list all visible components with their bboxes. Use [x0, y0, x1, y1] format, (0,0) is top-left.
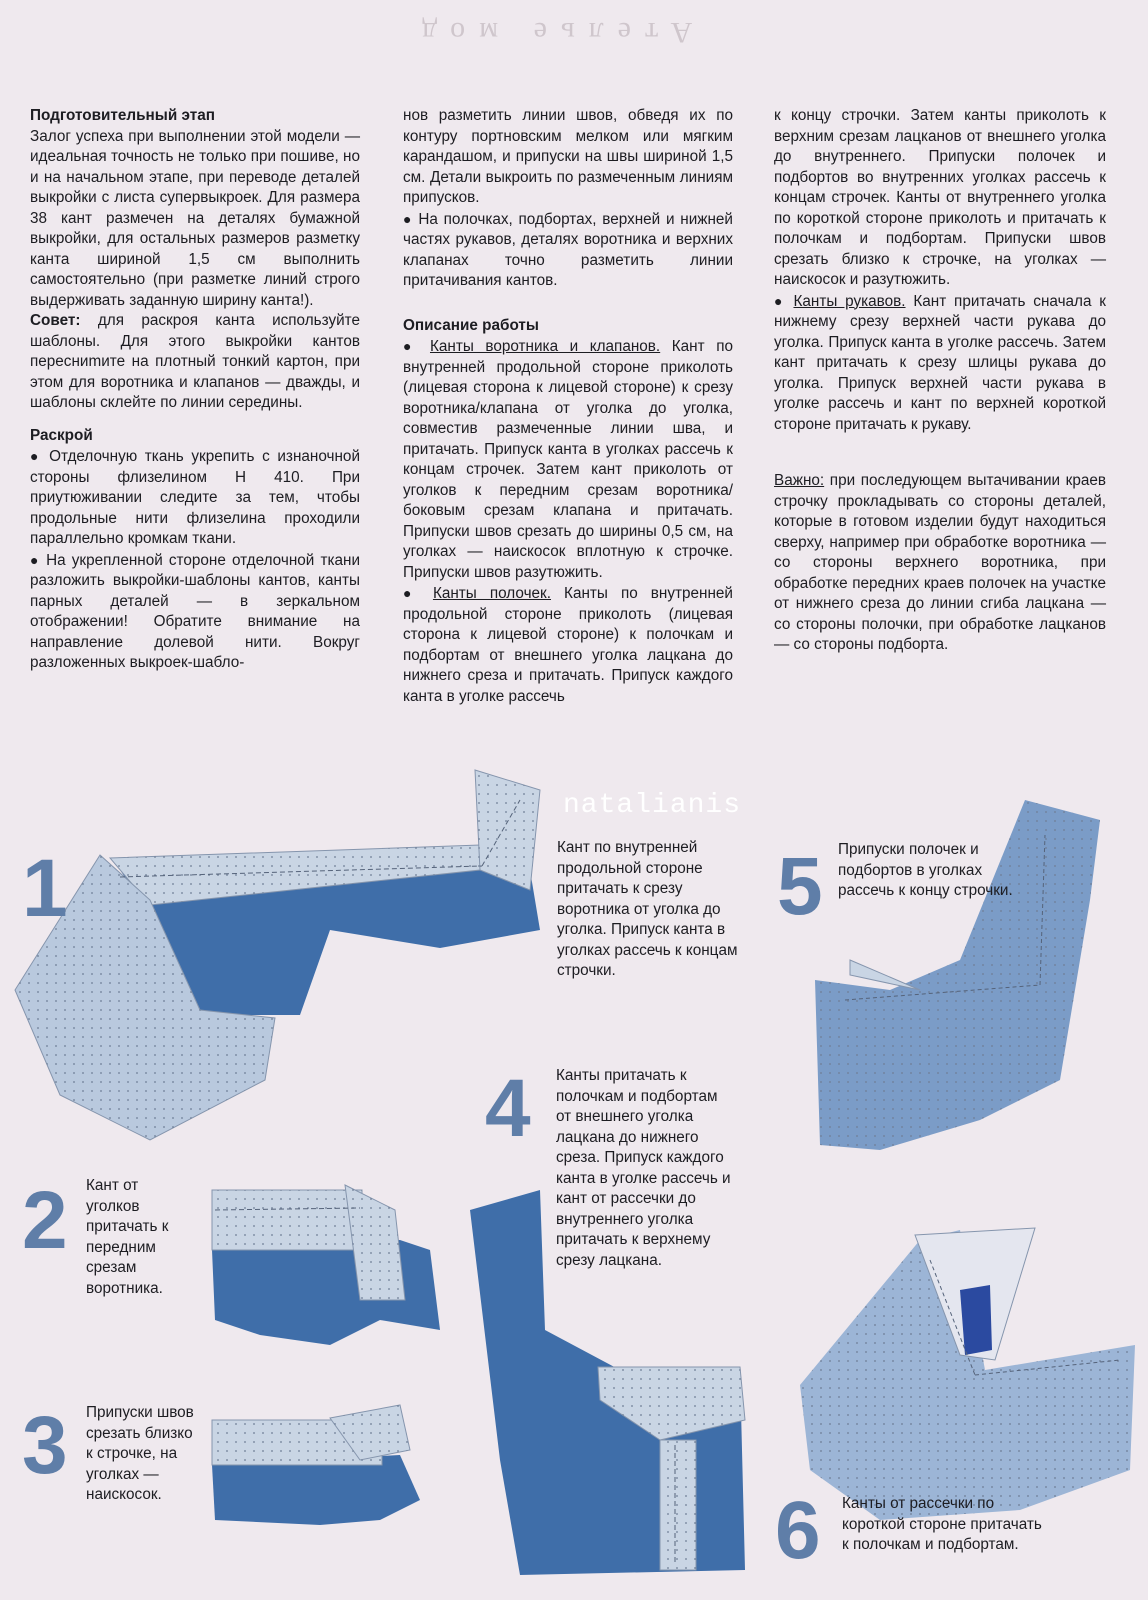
cut-heading: Раскрой — [30, 426, 93, 444]
important-label: Важно: — [774, 472, 825, 489]
fronts-label: Канты полочек. — [432, 585, 551, 602]
step-number-6: 6 — [775, 1485, 821, 1576]
header-mark: Ателье мод — [407, 16, 693, 49]
tip-label: Совет: — [30, 312, 81, 329]
bullet-icon: ● — [30, 448, 50, 464]
step-caption-1: Кант по внутренней продольной стороне притачать к срезу воротника от уголка до уголка. Припуск канта в уголках рассечь к концам строчки. — [557, 839, 738, 979]
tip-text: для раскроя канта используйте шаблоны. Для этого выкройки кантов пересниmите на плотный тонкий картон, при этом для воротника и клапанов — дважды, и шаблоны склейте по линии середины. — [30, 312, 360, 411]
fronts-paragraph: ● Канты полочек. Канты по внутренней продольной стороне приколоть (лицевая сторона к лицевой стороне) к полочкам и подбортам от внешнего уголка лацкана до нижнего среза и притачать. Припуск каждого канта в уголке рассечь — [403, 585, 733, 705]
step-number-5: 5 — [777, 841, 823, 932]
col2-paragraph-2: ● На полочках, подбортах, верхней и нижней частях рукавов, деталях воротника и верхних клапанах точно разметить линии притачивания кантов. — [403, 210, 733, 289]
figure-1-collar — [15, 770, 540, 1140]
figure-2-collar-front — [212, 1185, 440, 1345]
watermark: natalianis — [563, 790, 742, 821]
bullet-icon: ● — [403, 338, 430, 354]
step-caption-6: Канты от рассечки по короткой стороне притачать к полочкам и подбортам. — [842, 1495, 1042, 1553]
important-paragraph: Важно: при последующем вытачивании краев строчку прокладывать со стороны деталей, которые в готовом изделии будут находиться сверху, например при обработке воротника — со стороны верхнего воротника, при обработке передних краев полочек на участке от нижнего среза до линии сгиба лацкана — со стороны полочки, при обработке лацканов — со стороны подборта. — [774, 472, 1106, 653]
bullet-icon: ● — [774, 292, 794, 309]
col3-paragraph-1: к концу строчки. Затем канты приколоть к верхним срезам лацканов от внешнего уголка до внутреннего. Припуски полочек и подбортов во внутренних уголках рассечь к концам строчек. Канты от внутреннего уголка по короткой стороне приколоть и притачать к полочкам и подбортам. Припуски швов срезать близко к строчке, на уголках — наискосок и разутюжить. — [774, 107, 1106, 288]
step-number-4: 4 — [485, 1063, 531, 1154]
step-caption-2: Кант от уголков притачать к передним срезам воротника. — [86, 1177, 169, 1297]
collar-label: Канты воротника и клапанов. — [429, 338, 661, 355]
step-number-1: 1 — [22, 843, 68, 934]
collar-paragraph: ● Канты воротника и клапанов. Кант по внутренней продольной стороне приколоть (лицевая сторона к лицевой стороне) к срезу воротника/клапана от уголка до уголка, совместив размеченные линии шва, и притачать. Припуск канта в уголках рассечь к концам строчек. Затем кант приколоть от уголков к передним срезам воротника/боковым срезам клапана и притачать. Припуски швов срезать до ширины 0,5 см, на уголках — наискосок вплотную к строчке. Припуски швов разутюжить. — [403, 338, 733, 581]
step-caption-5: Припуски полочек и подбортов в уголках рассечь к концу строчки. — [838, 841, 1013, 899]
step-caption-4: Канты притачать к полочкам и подбортам от внешнего уголка лацкана до нижнего среза. Припуск каждого канта в уголке рассечь и кант от рассечки до внутреннего уголка притачать к верхнему срезу лацкана. — [556, 1067, 731, 1269]
bullet-icon: ● — [403, 585, 433, 601]
work-heading: Описание работы — [403, 316, 539, 334]
step-number-2: 2 — [22, 1175, 68, 1266]
bullet-icon: ● — [403, 210, 419, 227]
figure-6-front-finished — [800, 1228, 1135, 1520]
col2-paragraph-1: нов разметить линии швов, обведя их по контуру портновским мелком или мягким карандашом, и припуски на швы шириной 1,5 см. Детали выкроить по размеченным линиям припусков. — [403, 107, 733, 206]
cut-paragraph-1: ● Отделочную ткань укрепить с изнаночной стороны флизелином H 410. При приутюживании следите за тем, чтобы продольные нити флизелина проходили параллельно кромкам ткани. — [30, 448, 360, 547]
bullet-icon: ● — [30, 551, 47, 568]
sleeves-label: Канты рукавов. — [793, 292, 906, 310]
sleeves-paragraph: ● Канты рукавов. Кант притачать сначала к нижнему срезу верхней части рукава до уголка. Припуск канта в уголке рассечь. Затем кант притачать к срезу шлицы рукава до уголка. Припуск верхней части рукава в уголке рассечь и кант по верхней короткой стороне притачать к рукаву. — [774, 292, 1106, 433]
prep-text: Залог успеха при выполнении этой модели — идеальная точность не только при пошиве, но и на начальном этапе, при переводе деталей выкройки с листа супервыкроек. Для размера 38 кант размечен на деталях бумажной выкройки, для остальных размеров разметку канта шириной 1,5 см выполнить самостоятельно (при разметке линий строго выдерживать заданную ширину канта!). — [30, 127, 360, 309]
cut-paragraph-2: ● На укрепленной стороне отделочной ткани разложить выкройки-шаблоны кантов, канты парных деталей — в зеркальном отображении! Обратите внимание на направление долевой нити. Вокруг разложенных выкроек-шабло- — [30, 551, 360, 671]
step-caption-3: Припуски швов срезать близко к строчке, на уголках — наискосок. — [86, 1404, 194, 1503]
step-number-3: 3 — [22, 1400, 68, 1491]
prep-heading: Подготовительный этап — [30, 107, 215, 124]
figure-3-collar-trimmed — [212, 1405, 420, 1525]
